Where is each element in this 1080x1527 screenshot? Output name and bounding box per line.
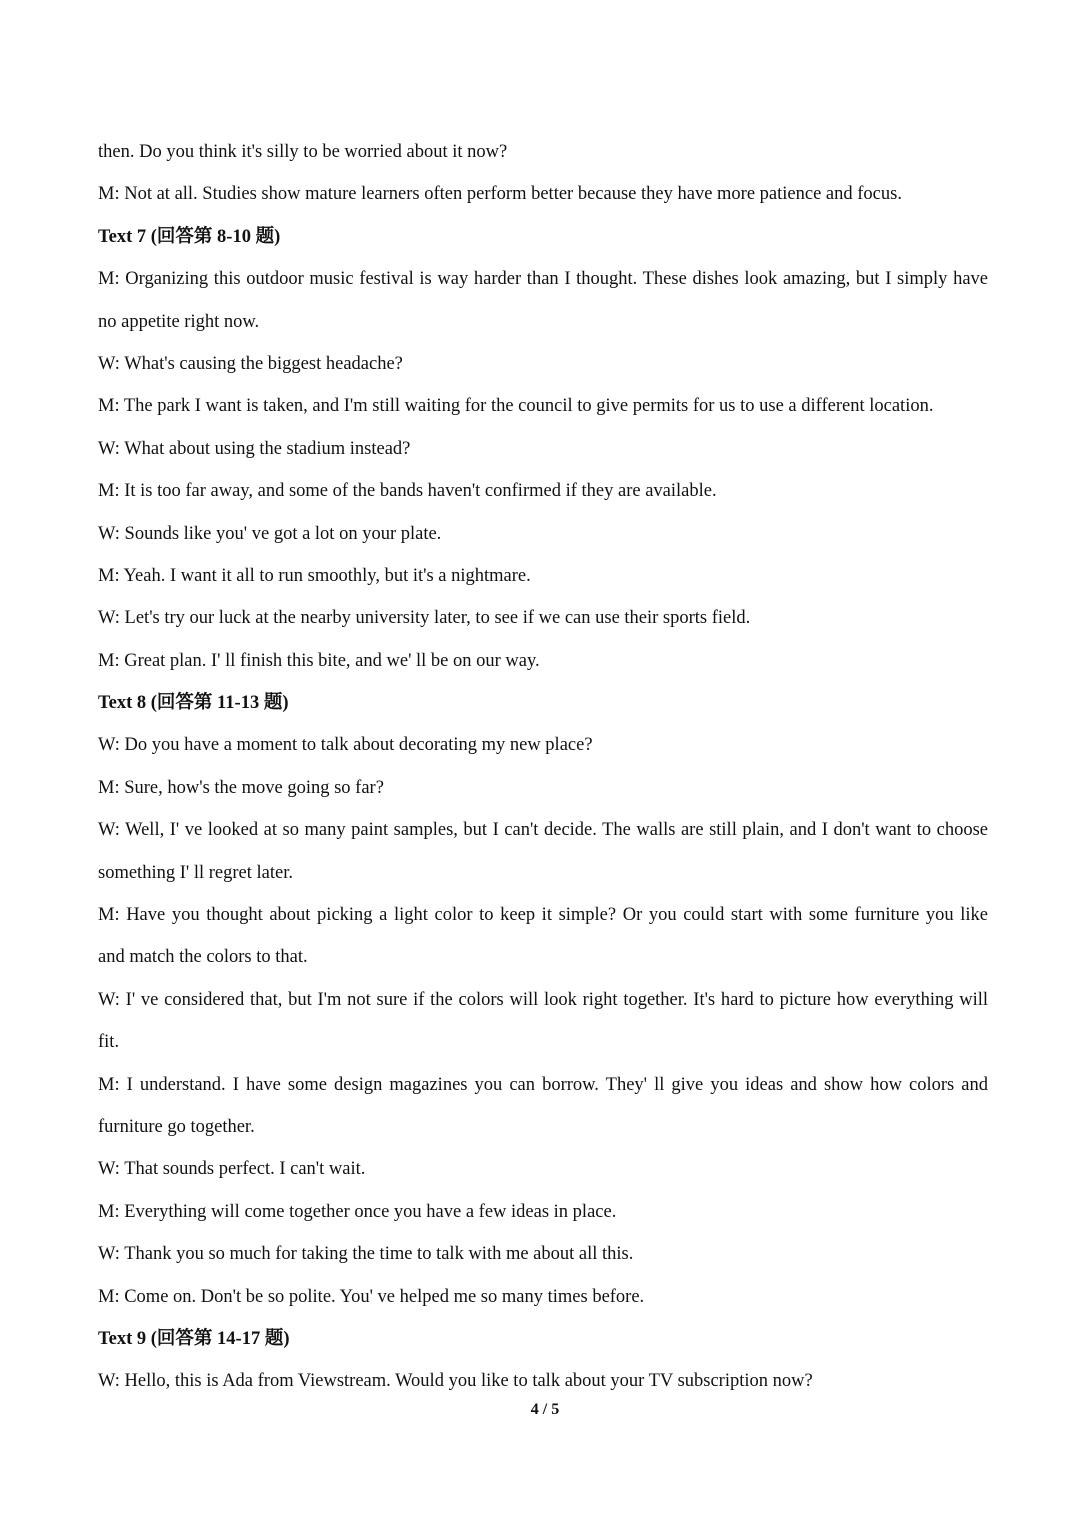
text-line: M: Great plan. I' ll finish this bite, and we' ll be on our way. [98,650,540,671]
text-line: M: Organizing this outdoor music festival is way harder than I thought. These dishes look amazing, but I simply have [98,269,988,290]
text-line: W: Let's try our luck at the nearby university later, to see if we can use their sports field. [98,608,751,629]
text-line: fit. [98,1032,120,1053]
text-line: M: Everything will come together once you have a few ideas in place. [98,1201,617,1222]
text-line: and match the colors to that. [98,947,308,968]
text-line: W: Hello, this is Ada from Viewstream. Would you like to talk about your TV subscription now? [98,1371,813,1392]
text-line: W: Well, I' ve looked at so many paint samples, but I can't decide. The walls are still plain, and I don't want to choose [98,820,988,841]
text-line: M: Not at all. Studies show mature learners often perform better because they have more patience and focus. [98,184,902,205]
text-line: W: Do you have a moment to talk about decorating my new place? [98,735,593,756]
text-line: W: Thank you so much for taking the time to talk with me about all this. [98,1244,634,1265]
text-line: W: That sounds perfect. I can't wait. [98,1159,366,1180]
text-line: M: The park I want is taken, and I'm still waiting for the council to give permits for us to use a different location. [98,396,934,417]
section-heading-text-9: Text 9 (回答第 14-17 题) [98,1328,290,1349]
text-line: W: What about using the stadium instead? [98,438,411,459]
text-line: W: What's causing the biggest headache? [98,353,403,374]
text-line: M: It is too far away, and some of the bands haven't confirmed if they are available. [98,481,717,502]
text-line: M: I understand. I have some design magazines you can borrow. They' ll give you ideas and show how colors and [98,1074,988,1095]
text-line: M: Yeah. I want it all to run smoothly, but it's a nightmare. [98,565,531,586]
text-line: W: I' ve considered that, but I'm not sure if the colors will look right together. It's hard to picture how everything will [98,989,988,1010]
text-line: M: Have you thought about picking a light color to keep it simple? Or you could start with some furniture you like [98,905,988,926]
text-line: M: Sure, how's the move going so far? [98,777,384,798]
text-line: W: Sounds like you' ve got a lot on your plate. [98,523,442,544]
page-number: 4 / 5 [530,1401,560,1418]
section-heading-text-8: Text 8 (回答第 11-13 题) [98,693,289,714]
section-heading-text-7: Text 7 (回答第 8-10 题) [98,226,281,247]
text-line: then. Do you think it's silly to be worried about it now? [98,142,508,162]
text-line: furniture go together. [98,1116,255,1137]
text-line: no appetite right now. [98,311,260,332]
text-line: M: Come on. Don't be so polite. You' ve helped me so many times before. [98,1286,645,1307]
text-line: something I' ll regret later. [98,862,293,883]
document-body [98,131,988,1403]
